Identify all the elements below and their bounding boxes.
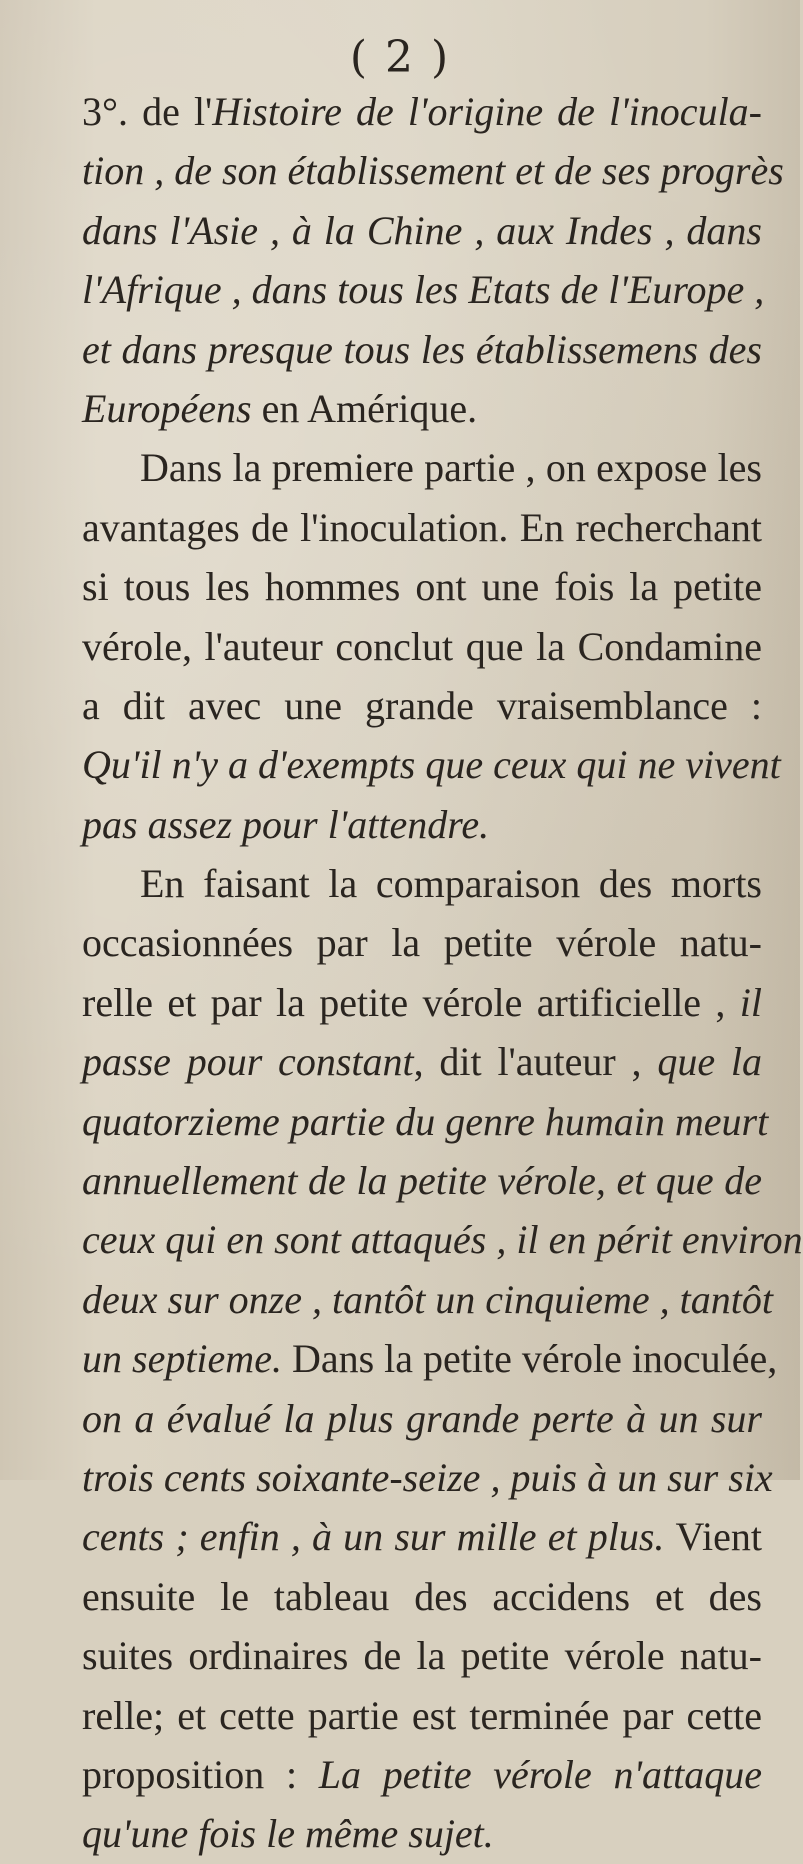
text-line <box>82 379 762 438</box>
text-line <box>82 141 784 200</box>
text-segment: en Amérique. <box>261 385 478 431</box>
text-line <box>82 1210 803 1269</box>
text-segment: trois cents soixante-seize , puis à un sur six <box>82 1454 773 1500</box>
text-segment: vérole, l'auteur conclut que la Condamine <box>82 623 762 669</box>
text-segment: pas assez pour l'attendre. <box>82 801 490 847</box>
text-segment: ceux qui en sont attaqués , il en périt environ <box>82 1217 803 1263</box>
body-text <box>82 82 803 1864</box>
text-line <box>82 1329 778 1388</box>
text-segment: a dit avec une grande vraisemblance : <box>82 682 762 728</box>
text-segment: La petite vérole n'attaque <box>318 1751 762 1797</box>
text-segment: si tous les hommes ont une fois la petite <box>82 564 762 610</box>
text-line <box>82 1507 762 1566</box>
text-segment: deux sur onze , tantôt un cinquieme , tantôt <box>82 1276 774 1322</box>
text-line <box>82 201 762 260</box>
text-segment: l'Afrique , dans tous les Etats de l'Europe , <box>82 267 765 313</box>
text-line <box>82 1567 762 1626</box>
text-segment: suites ordinaires de la petite vérole natu- <box>82 1633 762 1679</box>
text-segment: quatorzieme partie du genre humain meurt <box>82 1098 769 1144</box>
text-line <box>82 498 762 557</box>
text-line <box>82 557 762 616</box>
text-line <box>82 1804 762 1863</box>
text-line <box>82 617 762 676</box>
text-segment: avantages de l'inoculation. En recherchant <box>82 504 762 550</box>
text-segment: et dans presque tous les établissemens des <box>82 326 762 372</box>
text-segment: Qu'il n'y a d'exempts que ceux qui ne vivent <box>82 742 781 788</box>
text-segment: cents ; enfin , à un sur mille et plus. <box>82 1514 676 1560</box>
page-number: ( 2 ) <box>349 32 451 83</box>
text-line <box>82 1626 762 1685</box>
text-line <box>82 676 762 735</box>
text-line <box>82 260 765 319</box>
text-line <box>82 1032 762 1091</box>
text-line <box>82 973 762 1032</box>
text-segment: Européens <box>82 385 262 431</box>
text-segment: on a évalué la plus grande perte à un sur <box>82 1395 762 1441</box>
text-line <box>82 854 762 913</box>
text-line <box>82 1448 773 1507</box>
text-segment: passe pour constant <box>82 1039 414 1085</box>
text-segment: Dans la petite vérole inoculée, <box>291 1336 778 1382</box>
text-segment: 3°. de l' <box>82 89 213 134</box>
text-segment: un septieme. <box>82 1336 292 1382</box>
text-segment: que la <box>657 1039 762 1085</box>
text-line <box>82 1686 762 1745</box>
text-line <box>82 320 762 379</box>
text-segment: tion , de son établissement et de ses progrès <box>82 148 784 194</box>
text-segment: il <box>739 979 762 1025</box>
text-segment: ensuite le tableau des accidens et des <box>82 1573 762 1619</box>
text-line <box>82 1389 762 1448</box>
text-line <box>82 913 762 972</box>
text-line <box>82 82 762 141</box>
text-line <box>82 1092 769 1151</box>
text-segment: Vient <box>675 1514 762 1560</box>
text-segment: relle; et cette partie est terminée par cette <box>82 1692 762 1738</box>
text-segment: relle et par la petite vérole artificielle , <box>82 979 740 1025</box>
text-segment: occasionnées par la petite vérole natu- <box>82 920 762 966</box>
text-line <box>82 735 781 794</box>
text-line <box>82 438 762 497</box>
text-segment: qu'une fois le même sujet. <box>82 1811 494 1857</box>
text-segment: En faisant la comparaison des morts <box>140 861 762 907</box>
text-segment: , dit l'auteur , <box>413 1039 658 1085</box>
text-segment: dans l'Asie , à la Chine , aux Indes , dans <box>82 207 762 253</box>
text-segment: annuellement de la petite vérole, et que de <box>82 1158 762 1204</box>
text-segment: proposition : <box>82 1751 319 1797</box>
text-line <box>82 795 762 854</box>
text-line <box>82 1745 762 1804</box>
text-segment: Histoire de l'origine de l'inocula- <box>212 89 762 134</box>
text-line <box>82 1151 762 1210</box>
text-line <box>82 1270 774 1329</box>
text-segment: Dans la premiere partie , on expose les <box>140 445 762 491</box>
